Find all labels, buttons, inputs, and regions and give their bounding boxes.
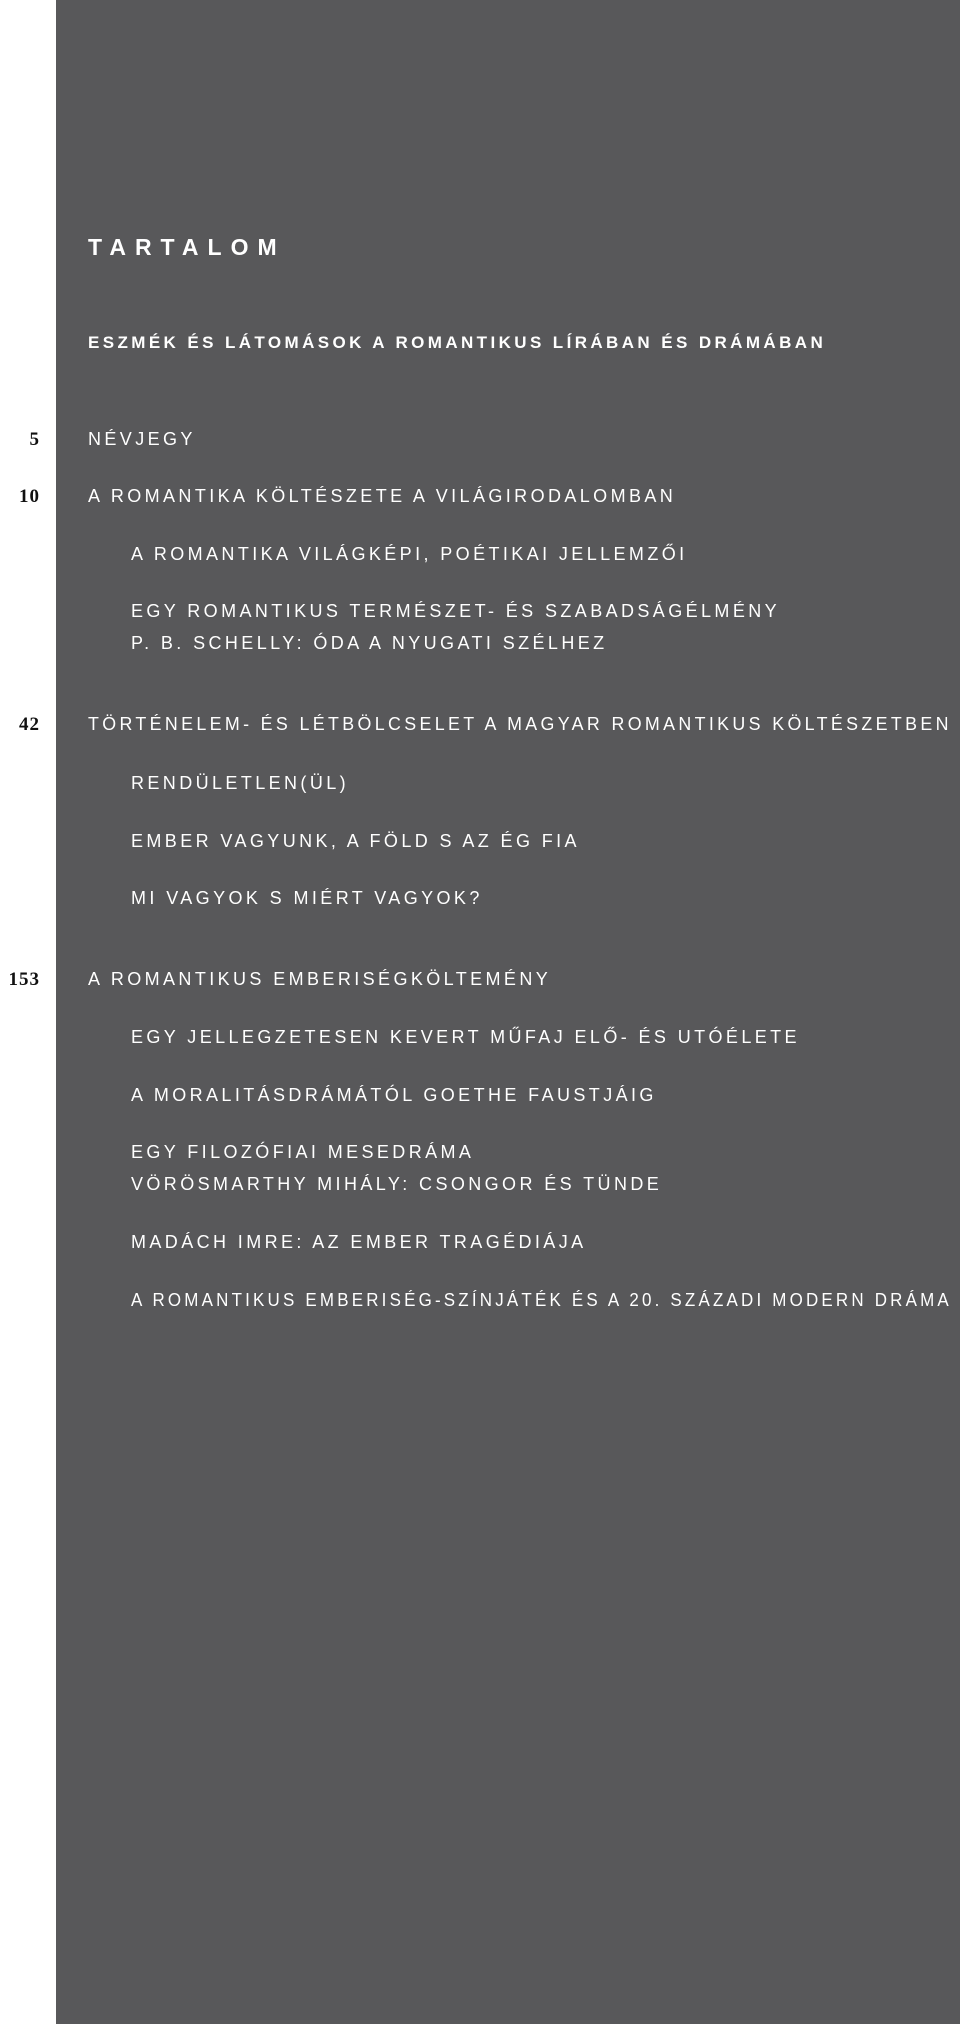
contents-title: TARTALOM: [88, 234, 286, 260]
chapter-4-section-5: MADÁCH IMRE: AZ EMBER TRAGÉDIÁJA: [131, 1232, 587, 1252]
chapter-3-section-1: RENDÜLETLEN(ÜL): [131, 773, 350, 793]
chapter-4-section-2: A MORALITÁSDRÁMÁTÓL GOETHE FAUSTJÁIG: [131, 1085, 657, 1105]
chapter-2-section-2: EGY ROMANTIKUS TERMÉSZET- ÉS SZABADSÁGÉLMÉNY: [131, 601, 781, 621]
chapter-4-section-4: VÖRÖSMARTHY MIHÁLY: CSONGOR ÉS TÜNDE: [131, 1174, 663, 1194]
chapter-2-page-number: 10: [19, 486, 40, 507]
chapter-3-section-3: MI VAGYOK S MIÉRT VAGYOK?: [131, 888, 483, 908]
chapter-3-section-2: EMBER VAGYUNK, A FÖLD S AZ ÉG FIA: [131, 831, 580, 851]
chapter-4-section-3: EGY FILOZÓFIAI MESEDRÁMA: [131, 1142, 475, 1162]
chapter-1-page-number: 5: [29, 429, 40, 450]
chapter-2-section-3: P. B. SCHELLY: ÓDA A NYUGATI SZÉLHEZ: [131, 633, 608, 653]
chapter-4-section-1: EGY JELLEGZETESEN KEVERT MŰFAJ ELŐ- ÉS UTÓÉLETE: [131, 1027, 800, 1047]
contents-panel: [56, 0, 960, 2024]
chapter-4-section-6: A ROMANTIKUS EMBERISÉG-SZÍNJÁTÉK ÉS A 20. SZÁZADI MODERN DRÁMA: [131, 1290, 952, 1310]
chapter-3-title: TÖRTÉNELEM- ÉS LÉTBÖLCSELET A MAGYAR ROMANTIKUS KÖLTÉSZETBEN: [88, 714, 952, 734]
chapter-1-title: NÉVJEGY: [88, 429, 196, 449]
chapter-4-title: A ROMANTIKUS EMBERISÉGKÖLTEMÉNY: [88, 969, 552, 989]
chapter-4-page-number: 153: [8, 969, 40, 990]
chapter-2-section-1: A ROMANTIKA VILÁGKÉPI, POÉTIKAI JELLEMZŐI: [131, 544, 688, 564]
chapter-3-page-number: 42: [19, 714, 40, 735]
chapter-2-title: A ROMANTIKA KÖLTÉSZETE A VILÁGIRODALOMBAN: [88, 486, 677, 506]
contents-subtitle: ESZMÉK ÉS LÁTOMÁSOK A ROMANTIKUS LÍRÁBAN ÉS DRÁMÁBAN: [88, 333, 827, 352]
